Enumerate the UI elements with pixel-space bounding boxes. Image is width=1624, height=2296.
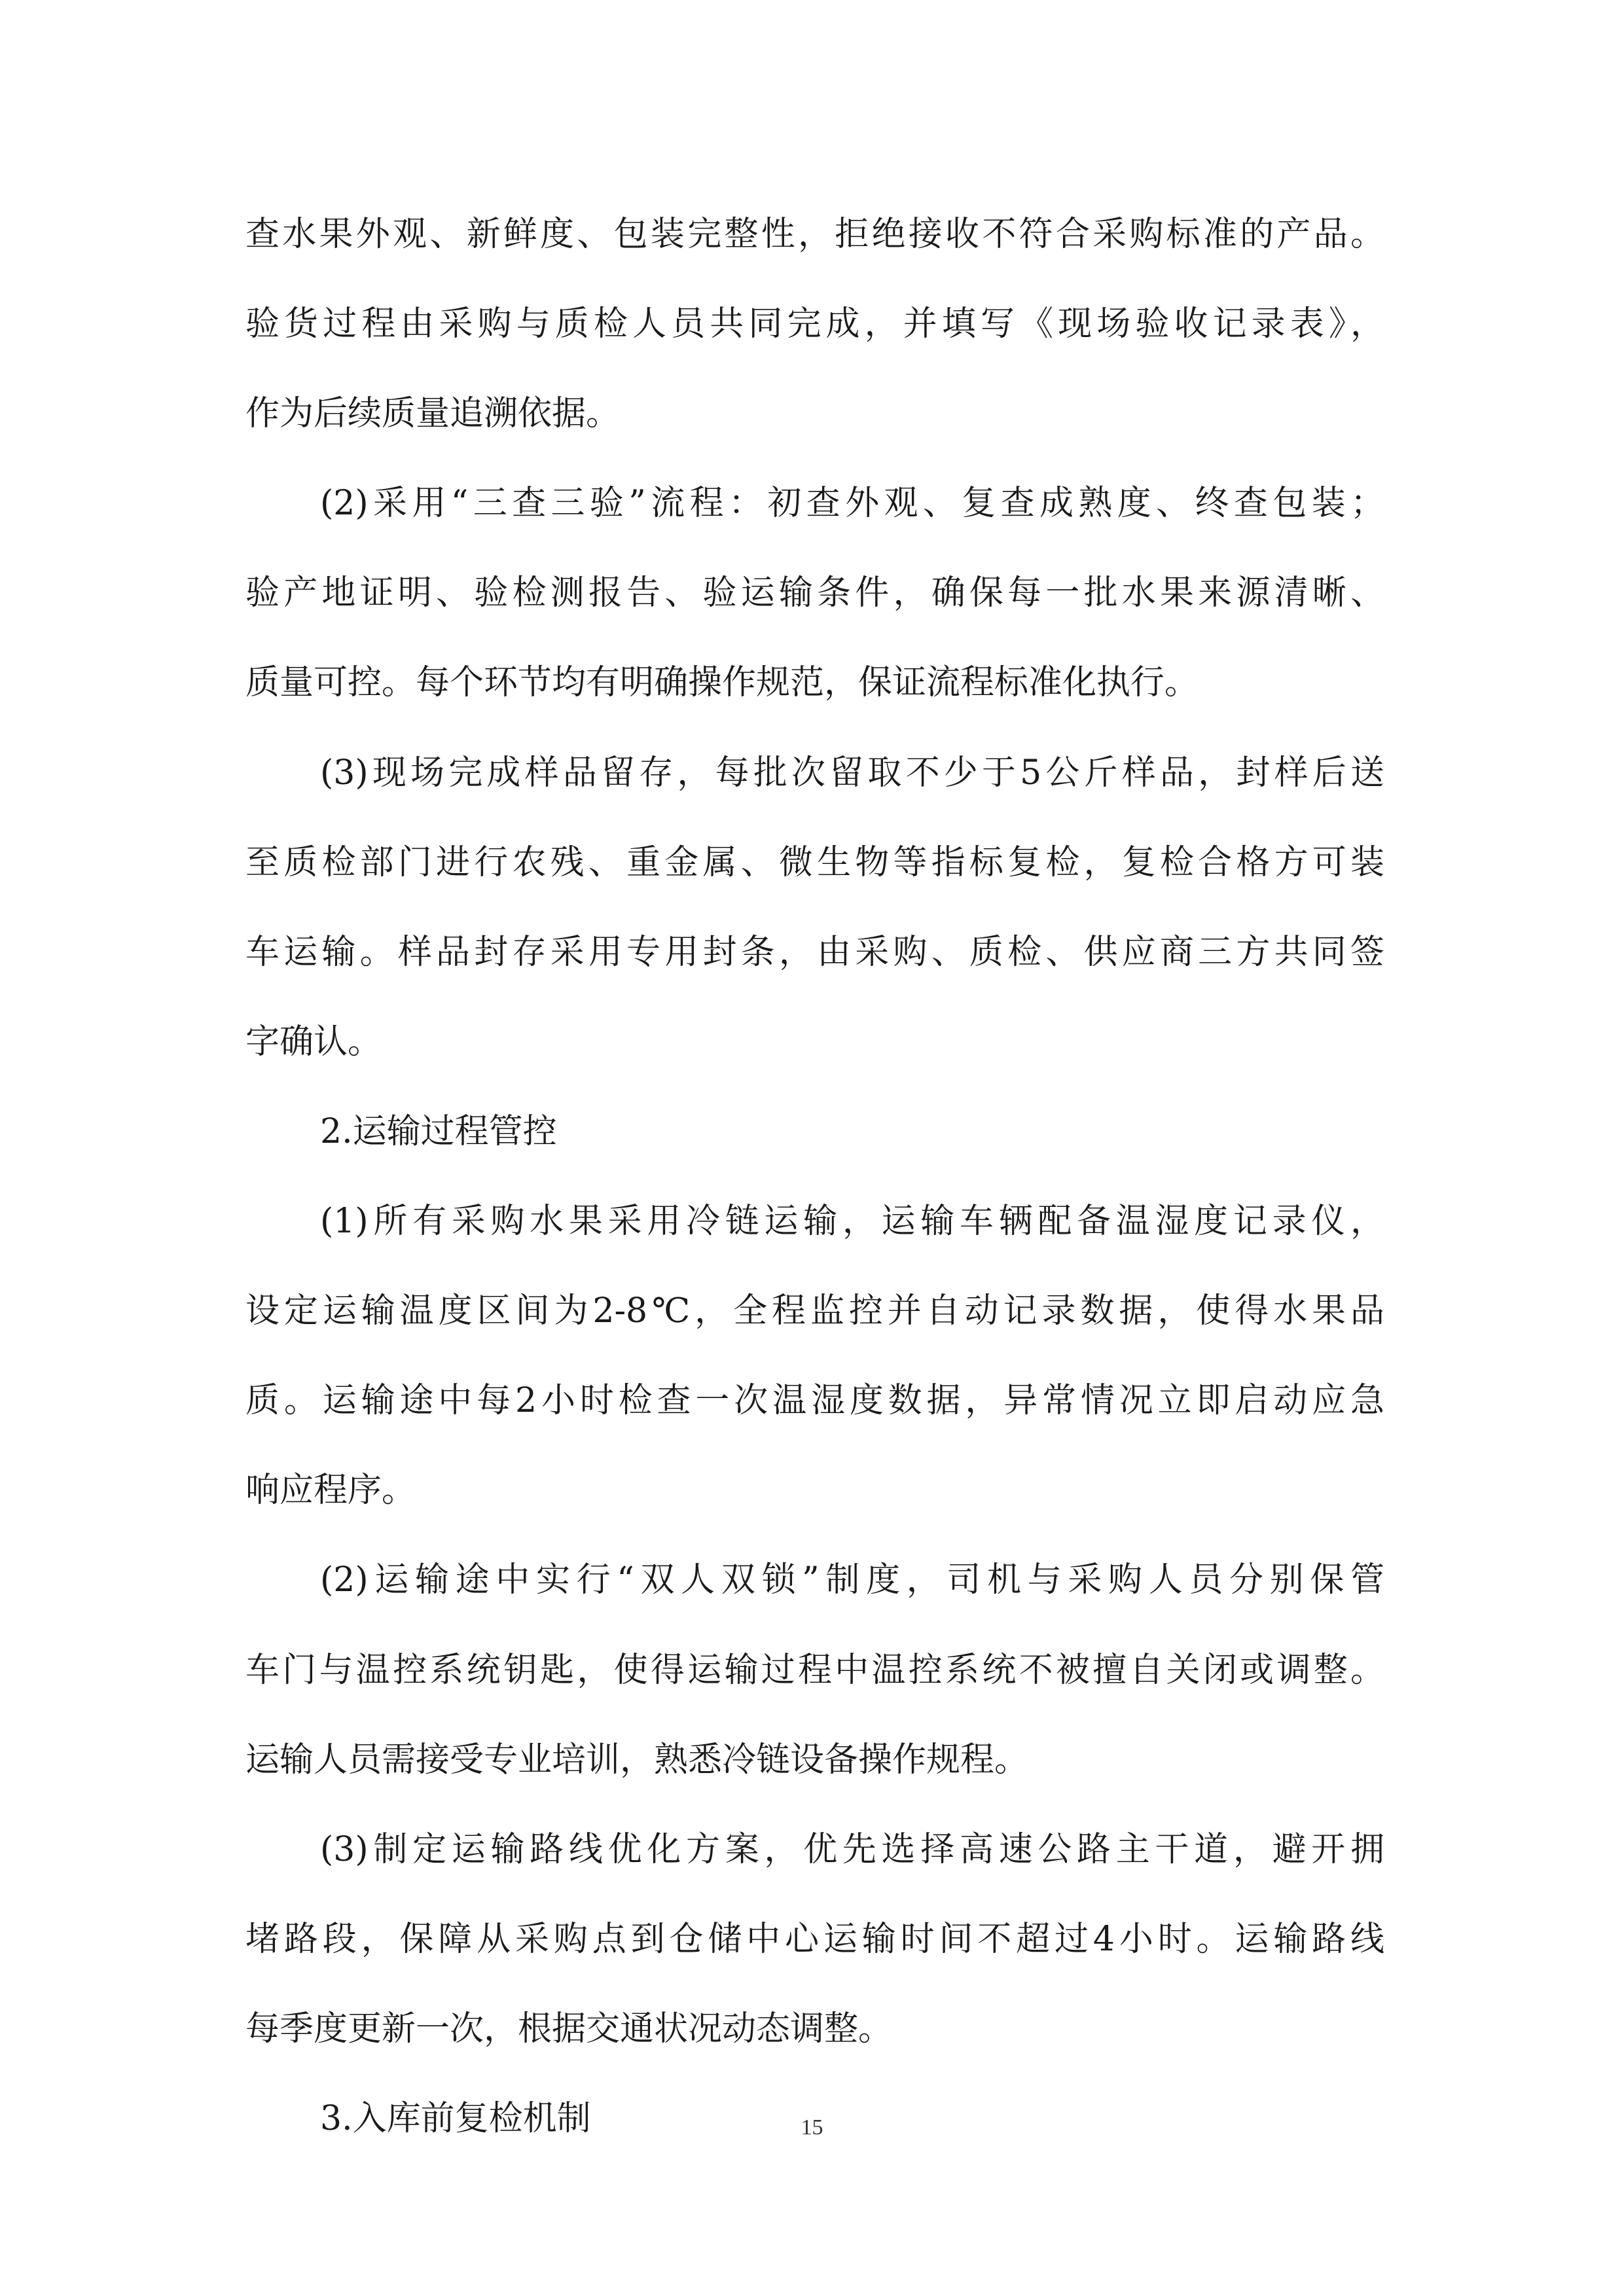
text-line: 查水果外观、新鲜度、包装完整性，拒绝接收不符合采购标准的产品。: [245, 215, 1384, 254]
section-heading-inspection: 3.入库前复检机制: [320, 2098, 591, 2138]
section-heading-transport: 2.运输过程管控: [320, 1111, 557, 1151]
text-line: 运输人员需接受专业培训，熟悉冷链设备操作规程。: [245, 1740, 1029, 1780]
list-item-3-start: (3)现场完成样品留存，每批次留取不少于5公斤样品，封样后送: [320, 753, 1384, 793]
text-line: 每季度更新一次，根据交通状况动态调整。: [245, 2009, 893, 2049]
text-line: 质。运输途中每2小时检查一次温湿度数据，异常情况立即启动应急: [245, 1381, 1384, 1421]
body-text: [245, 190, 1384, 2164]
text-line: 堵路段，保障从采购点到仓储中心运输时间不超过4小时。运输路线: [245, 1919, 1384, 1959]
text-line: 作为后续质量追溯依据。: [245, 394, 621, 434]
text-line: 验货过程由采购与质检人员共同完成，并填写《现场验收记录表》，: [245, 304, 1384, 344]
text-line: 车运输。样品封存采用专用封条，由采购、质检、供应商三方共同签: [245, 932, 1384, 972]
page-number: 15: [801, 2115, 823, 2140]
text-line: 验产地证明、验检测报告、验运输条件，确保每一批水果来源清晰、: [245, 573, 1384, 613]
text-line: 字确认。: [245, 1022, 382, 1062]
text-line: 车门与温控系统钥匙，使得运输过程中温控系统不被擅自关闭或调整。: [245, 1650, 1384, 1690]
text-line: 响应程序。: [245, 1471, 416, 1511]
list-item-2-start: (2)运输途中实行“双人双锁”制度，司机与采购人员分别保管: [320, 1560, 1384, 1600]
text-line: 质量可控。每个环节均有明确操作规范，保证流程标准化执行。: [245, 663, 1199, 703]
text-line: 至质检部门进行农残、重金属、微生物等指标复检，复检合格方可装: [245, 842, 1384, 882]
list-item-1-start: (1)所有采购水果采用冷链运输，运输车辆配备温湿度记录仪，: [320, 1202, 1384, 1242]
list-item-3-start: (3)制定运输路线优化方案，优先选择高速公路主干道，避开拥: [320, 1829, 1384, 1869]
text-line: 设定运输温度区间为2-8℃，全程监控并自动记录数据，使得水果品: [245, 1291, 1384, 1331]
list-item-2-start: (2)采用“三查三验”流程：初查外观、复查成熟度、终查包装；: [320, 484, 1384, 524]
